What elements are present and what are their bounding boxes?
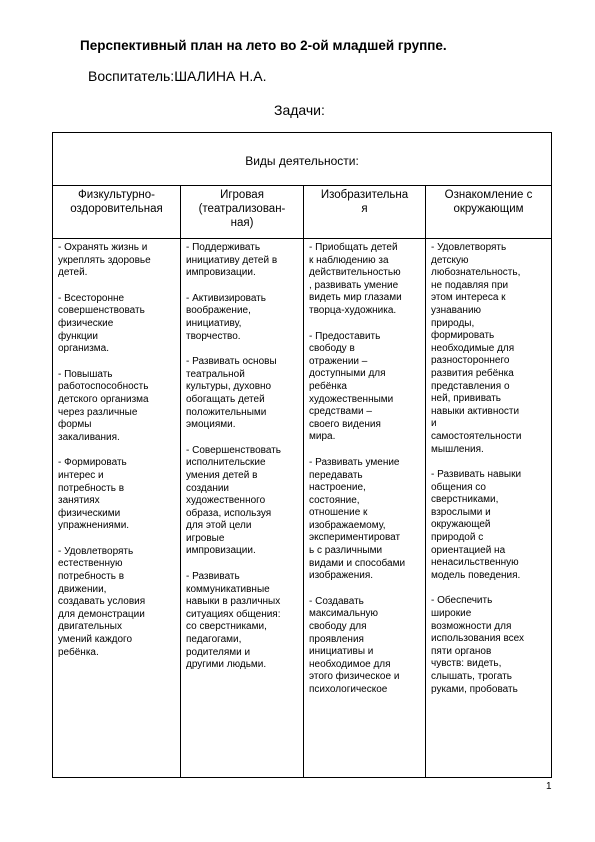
task-line: ситуациях общения: bbox=[186, 608, 281, 620]
kinds-row bbox=[53, 133, 552, 186]
task-line: необходимые для bbox=[431, 342, 515, 354]
task-line: разностороннего bbox=[431, 355, 510, 367]
column-header-line: оздоровительная bbox=[70, 203, 163, 215]
task-line: руками, пробовать bbox=[431, 683, 518, 695]
task-paragraph bbox=[58, 242, 177, 280]
task-line: средствами – bbox=[309, 406, 372, 418]
task-line: образа, используя bbox=[186, 507, 272, 519]
task-line: слышать, трогать bbox=[431, 671, 512, 682]
task-line: представления о bbox=[431, 380, 510, 392]
task-line: физические bbox=[58, 317, 114, 329]
task-paragraph bbox=[186, 356, 300, 432]
task-line: закаливания. bbox=[58, 431, 120, 443]
task-line: - Создавать bbox=[309, 595, 364, 607]
task-line: - Развивать bbox=[186, 571, 240, 583]
column-body-visual-arts bbox=[304, 239, 426, 778]
task-line: ориентацией на bbox=[431, 544, 506, 556]
page-number: 1 bbox=[546, 781, 552, 792]
task-line: - Совершенствовать bbox=[186, 444, 281, 456]
task-line: культуры, духовно bbox=[186, 381, 272, 393]
column-header-line: ная) bbox=[230, 217, 254, 229]
activity-plan-table bbox=[52, 132, 552, 778]
task-paragraph bbox=[186, 571, 300, 672]
task-line: исполнительские bbox=[186, 457, 266, 469]
task-line: - Удовлетворять bbox=[58, 545, 134, 557]
column-header-play-theatre bbox=[181, 186, 304, 239]
task-line: инициативы и bbox=[309, 646, 374, 658]
column-body-row bbox=[53, 239, 552, 778]
task-line: пяти органов bbox=[431, 645, 492, 657]
task-line: детскую bbox=[431, 254, 469, 266]
task-line: воображение, bbox=[186, 305, 251, 317]
task-line: формировать bbox=[431, 330, 495, 342]
column-header-row bbox=[53, 186, 552, 239]
task-line: творца-художника. bbox=[309, 304, 397, 316]
task-paragraph bbox=[186, 445, 300, 558]
task-line: художественного bbox=[186, 495, 266, 507]
task-line: - Предоставить bbox=[309, 330, 381, 342]
task-line: совершенствовать bbox=[58, 305, 145, 317]
task-line: отношение к bbox=[309, 507, 368, 519]
task-line: изображаемому, bbox=[309, 519, 386, 531]
column-header-line: (театрализован- bbox=[198, 203, 286, 215]
task-line: формы bbox=[58, 419, 92, 431]
task-line: возможности для bbox=[431, 620, 512, 632]
task-line: максимальную bbox=[309, 608, 379, 620]
task-line: укреплять здоровье bbox=[58, 254, 151, 266]
column-header-line: Изобразительна bbox=[320, 189, 409, 201]
task-line: видеть мир глазами bbox=[309, 292, 402, 304]
task-line: - Формировать bbox=[58, 457, 127, 469]
task-line: свободу в bbox=[309, 343, 355, 355]
task-line: не подавляя при bbox=[431, 279, 509, 291]
task-line: - Обеспечить bbox=[431, 595, 493, 607]
task-line: взрослыми и bbox=[431, 506, 491, 518]
task-line: доступными для bbox=[309, 368, 386, 380]
task-paragraph bbox=[58, 369, 177, 445]
task-line: окружающей bbox=[431, 519, 491, 531]
task-line: ь с различными bbox=[309, 545, 383, 557]
task-line: ней, прививать bbox=[431, 393, 502, 405]
task-line: состояние, bbox=[309, 494, 360, 506]
task-line: - Всесторонне bbox=[58, 292, 125, 304]
task-line: действительностью bbox=[309, 267, 401, 279]
task-line: ненасильственную bbox=[431, 557, 519, 569]
column-header-line: Ознакомление с bbox=[444, 189, 533, 201]
task-line: - Развивать основы bbox=[186, 356, 277, 368]
task-line: детского организма bbox=[58, 393, 149, 405]
task-line: использования всех bbox=[431, 633, 525, 645]
task-line: навыки активности bbox=[431, 405, 520, 417]
task-line: - Повышать bbox=[58, 368, 113, 380]
task-line: - Удовлетворять bbox=[431, 242, 507, 253]
task-line: - Охранять жизнь и bbox=[58, 242, 148, 253]
teacher-line: Воспитатель:ШАЛИНА Н.А. bbox=[88, 68, 267, 84]
task-line: экспериментироват bbox=[309, 532, 401, 544]
task-line: движении, bbox=[58, 583, 107, 595]
column-header-surroundings bbox=[426, 186, 552, 239]
task-line: родителями и bbox=[186, 646, 251, 658]
task-line: передавать bbox=[309, 469, 363, 481]
task-line: любознательность, bbox=[431, 267, 521, 279]
task-line: проявления bbox=[309, 633, 364, 645]
task-line: общения со bbox=[431, 481, 486, 493]
task-line: самостоятельности bbox=[431, 430, 522, 442]
task-line: сверстниками, bbox=[431, 494, 499, 506]
task-line: узнаванию bbox=[431, 304, 482, 316]
task-line: через различные bbox=[58, 406, 138, 418]
task-paragraph bbox=[309, 242, 422, 318]
task-line: инициативу, bbox=[186, 317, 242, 329]
task-line: , развивать умение bbox=[309, 279, 399, 291]
task-line: изображения. bbox=[309, 570, 374, 582]
task-line: двигательных bbox=[58, 621, 122, 633]
task-line: потребность в bbox=[58, 482, 125, 494]
task-line: навыки в различных bbox=[186, 596, 281, 608]
task-line: - Активизировать bbox=[186, 292, 266, 304]
task-paragraph bbox=[186, 293, 300, 343]
column-header-line: я bbox=[361, 203, 368, 215]
column-header-line: окружающим bbox=[453, 203, 524, 215]
task-line: и bbox=[431, 418, 437, 430]
task-paragraph bbox=[431, 242, 548, 456]
column-body-physical-health bbox=[53, 239, 181, 778]
column-body-surroundings bbox=[426, 239, 552, 778]
task-line: положительными bbox=[186, 406, 267, 418]
task-line: умения детей в bbox=[186, 469, 258, 481]
task-line: этого физическое и bbox=[309, 671, 400, 683]
column-header-line: Игровая bbox=[220, 189, 264, 201]
task-line: художественными bbox=[309, 393, 394, 405]
task-line: умений каждого bbox=[58, 634, 133, 646]
task-line: создавать условия bbox=[58, 596, 146, 608]
task-line: своего видения bbox=[309, 418, 381, 430]
task-line: отражении – bbox=[309, 355, 368, 367]
task-paragraph bbox=[309, 331, 422, 444]
task-line: игровые bbox=[186, 532, 225, 544]
task-line: модель поведения. bbox=[431, 569, 521, 581]
task-line: - Поддерживать bbox=[186, 242, 261, 253]
task-line: другими людьми. bbox=[186, 659, 267, 671]
task-line: к наблюдению за bbox=[309, 254, 389, 266]
task-line: мышления. bbox=[431, 443, 484, 455]
document-title: Перспективный план на лето во 2-ой младшей группе. bbox=[80, 38, 447, 53]
task-line: организма. bbox=[58, 343, 110, 355]
task-line: естественную bbox=[58, 558, 123, 570]
task-line: творчество. bbox=[186, 330, 241, 342]
task-line: - Развивать навыки bbox=[431, 469, 522, 481]
task-paragraph bbox=[58, 457, 177, 533]
task-paragraph bbox=[309, 457, 422, 583]
task-line: интерес и bbox=[58, 469, 104, 481]
task-line: широкие bbox=[431, 608, 472, 620]
task-line: потребность в bbox=[58, 571, 125, 583]
task-line: природы, bbox=[431, 317, 475, 329]
task-line: необходимое для bbox=[309, 658, 391, 670]
task-paragraph bbox=[58, 293, 177, 356]
task-line: импровизации. bbox=[186, 267, 256, 279]
task-line: эмоциями. bbox=[186, 419, 236, 431]
task-line: - Развивать умение bbox=[309, 456, 400, 468]
task-line: занятиях bbox=[58, 495, 100, 507]
task-line: обогащать детей bbox=[186, 393, 265, 405]
task-line: для демонстрации bbox=[58, 608, 145, 620]
tasks-heading: Задачи: bbox=[274, 102, 325, 118]
task-paragraph bbox=[431, 595, 548, 696]
task-line: педагогами, bbox=[186, 634, 242, 646]
task-line: природой с bbox=[431, 532, 484, 544]
task-line: физическими bbox=[58, 507, 121, 519]
task-line: этом интереса к bbox=[431, 292, 506, 304]
task-line: коммуникативные bbox=[186, 583, 270, 595]
column-body-play-theatre bbox=[181, 239, 304, 778]
task-line: детей. bbox=[58, 267, 88, 279]
task-line: ребёнка. bbox=[58, 646, 99, 658]
task-line: развития ребёнка bbox=[431, 367, 514, 379]
task-line: ребёнка bbox=[309, 380, 347, 392]
kinds-of-activity-cell bbox=[53, 133, 552, 186]
task-line: мира. bbox=[309, 431, 336, 443]
column-header-line: Физкультурно- bbox=[78, 189, 155, 201]
task-line: театральной bbox=[186, 368, 245, 380]
task-line: импровизации. bbox=[186, 545, 256, 557]
task-line: настроение, bbox=[309, 482, 366, 494]
task-line: видами и способами bbox=[309, 557, 406, 569]
task-line: для этой цели bbox=[186, 520, 252, 532]
task-paragraph bbox=[309, 596, 422, 697]
task-line: создании bbox=[186, 482, 230, 494]
kinds-of-activity-label: Виды деятельности: bbox=[245, 154, 359, 168]
task-line: функции bbox=[58, 330, 98, 342]
task-line: упражнениями. bbox=[58, 520, 130, 532]
task-line: свободу для bbox=[309, 621, 367, 633]
task-line: чувств: видеть, bbox=[431, 658, 502, 670]
task-paragraph bbox=[58, 546, 177, 659]
task-paragraph bbox=[431, 469, 548, 582]
column-header-physical-health bbox=[53, 186, 181, 239]
task-line: инициативу детей в bbox=[186, 254, 278, 266]
task-line: со сверстниками, bbox=[186, 621, 267, 633]
task-line: - Приобщать детей bbox=[309, 242, 398, 253]
task-line: работоспособность bbox=[58, 381, 149, 393]
task-line: психологическое bbox=[309, 684, 388, 695]
task-paragraph bbox=[186, 242, 300, 280]
column-header-visual-arts bbox=[304, 186, 426, 239]
